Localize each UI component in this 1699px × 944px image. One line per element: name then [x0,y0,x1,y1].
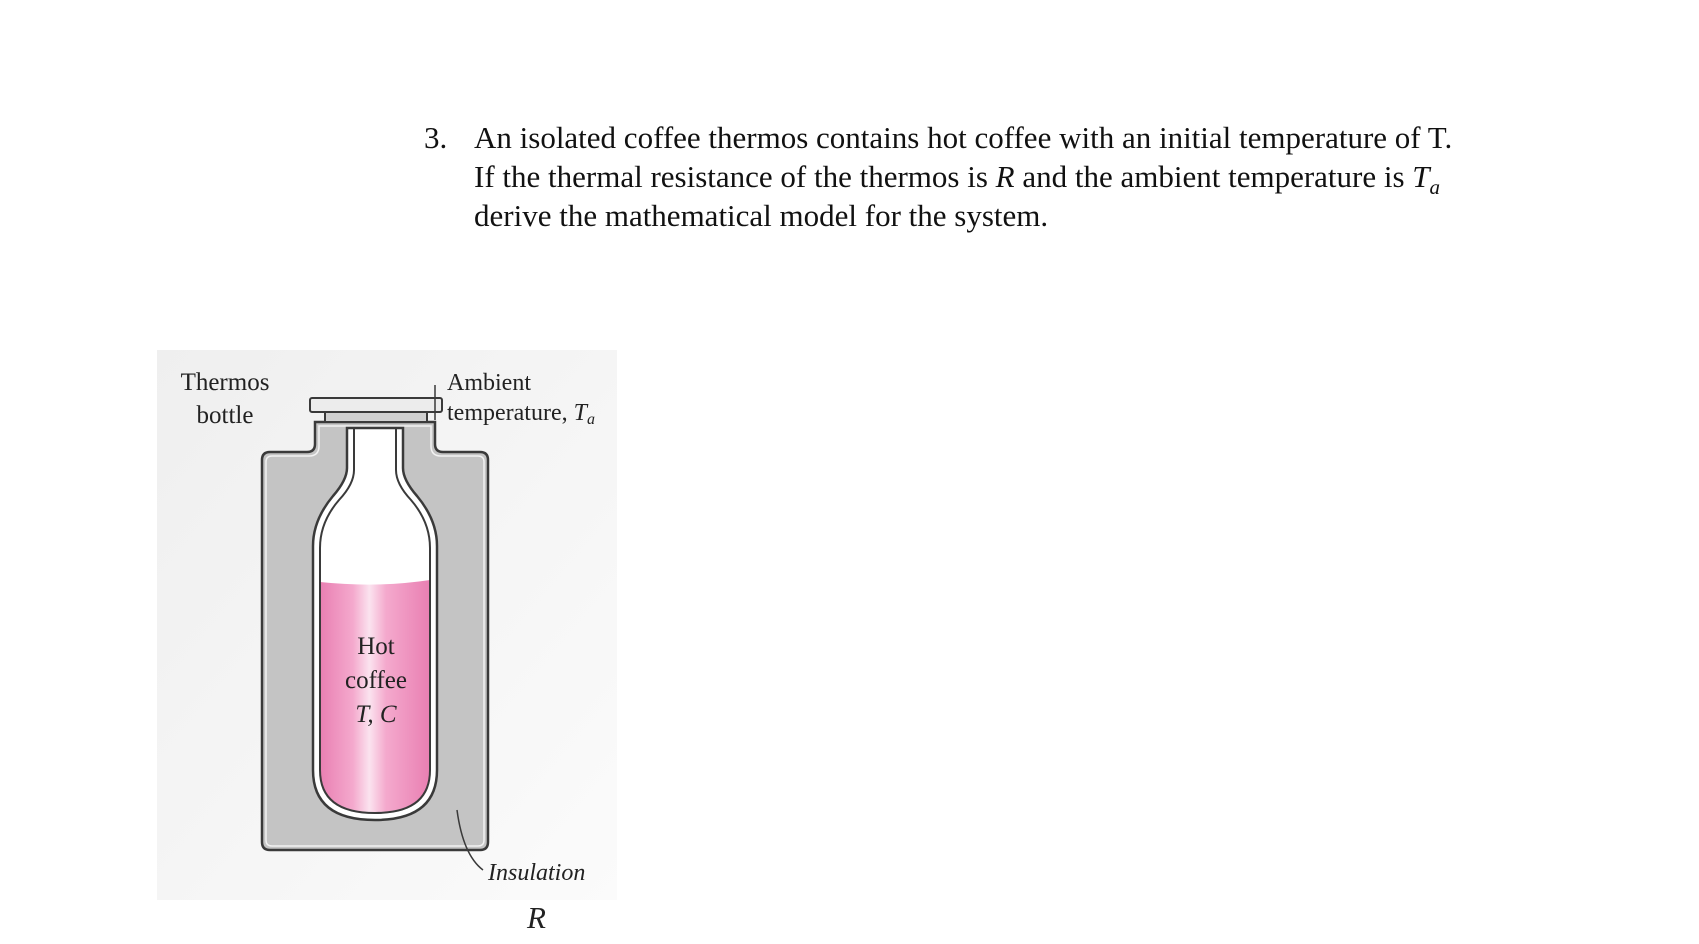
ambient-temp-symbol: $T_a$ [1412,159,1441,199]
thermos-figure [157,350,617,935]
problem-line-2-part-a: If the thermal resistance of the thermos is [474,159,996,194]
problem-statement [424,118,1544,235]
resistance-label: R [527,900,546,935]
insulation-label: Insulation [488,860,586,886]
thermos-lid [310,398,442,412]
ambient-temperature-label: Ambient temperature, $T_a$ [447,370,595,428]
resistance-symbol: R [995,159,1015,194]
ambient-temp-subscript: a [1429,175,1441,199]
problem-line-1: An isolated coffee thermos contains hot coffee with an initial temperature of T. [474,120,1453,155]
problem-line-3: derive the mathematical model for the system. [474,198,1049,233]
ambient-t-symbol: $T_a$ [573,400,595,428]
problem-line-2 [474,157,1544,199]
hot-coffee-label: Hot coffee T, C [345,633,407,728]
problem-line-2-part-b: and the ambient temperature is [1014,159,1413,194]
problem-number: 3. [424,120,448,155]
thermos-lid-base [325,412,427,422]
thermos-bottle-label: Thermos bottle [180,369,270,429]
thermos-diagram [157,350,617,900]
